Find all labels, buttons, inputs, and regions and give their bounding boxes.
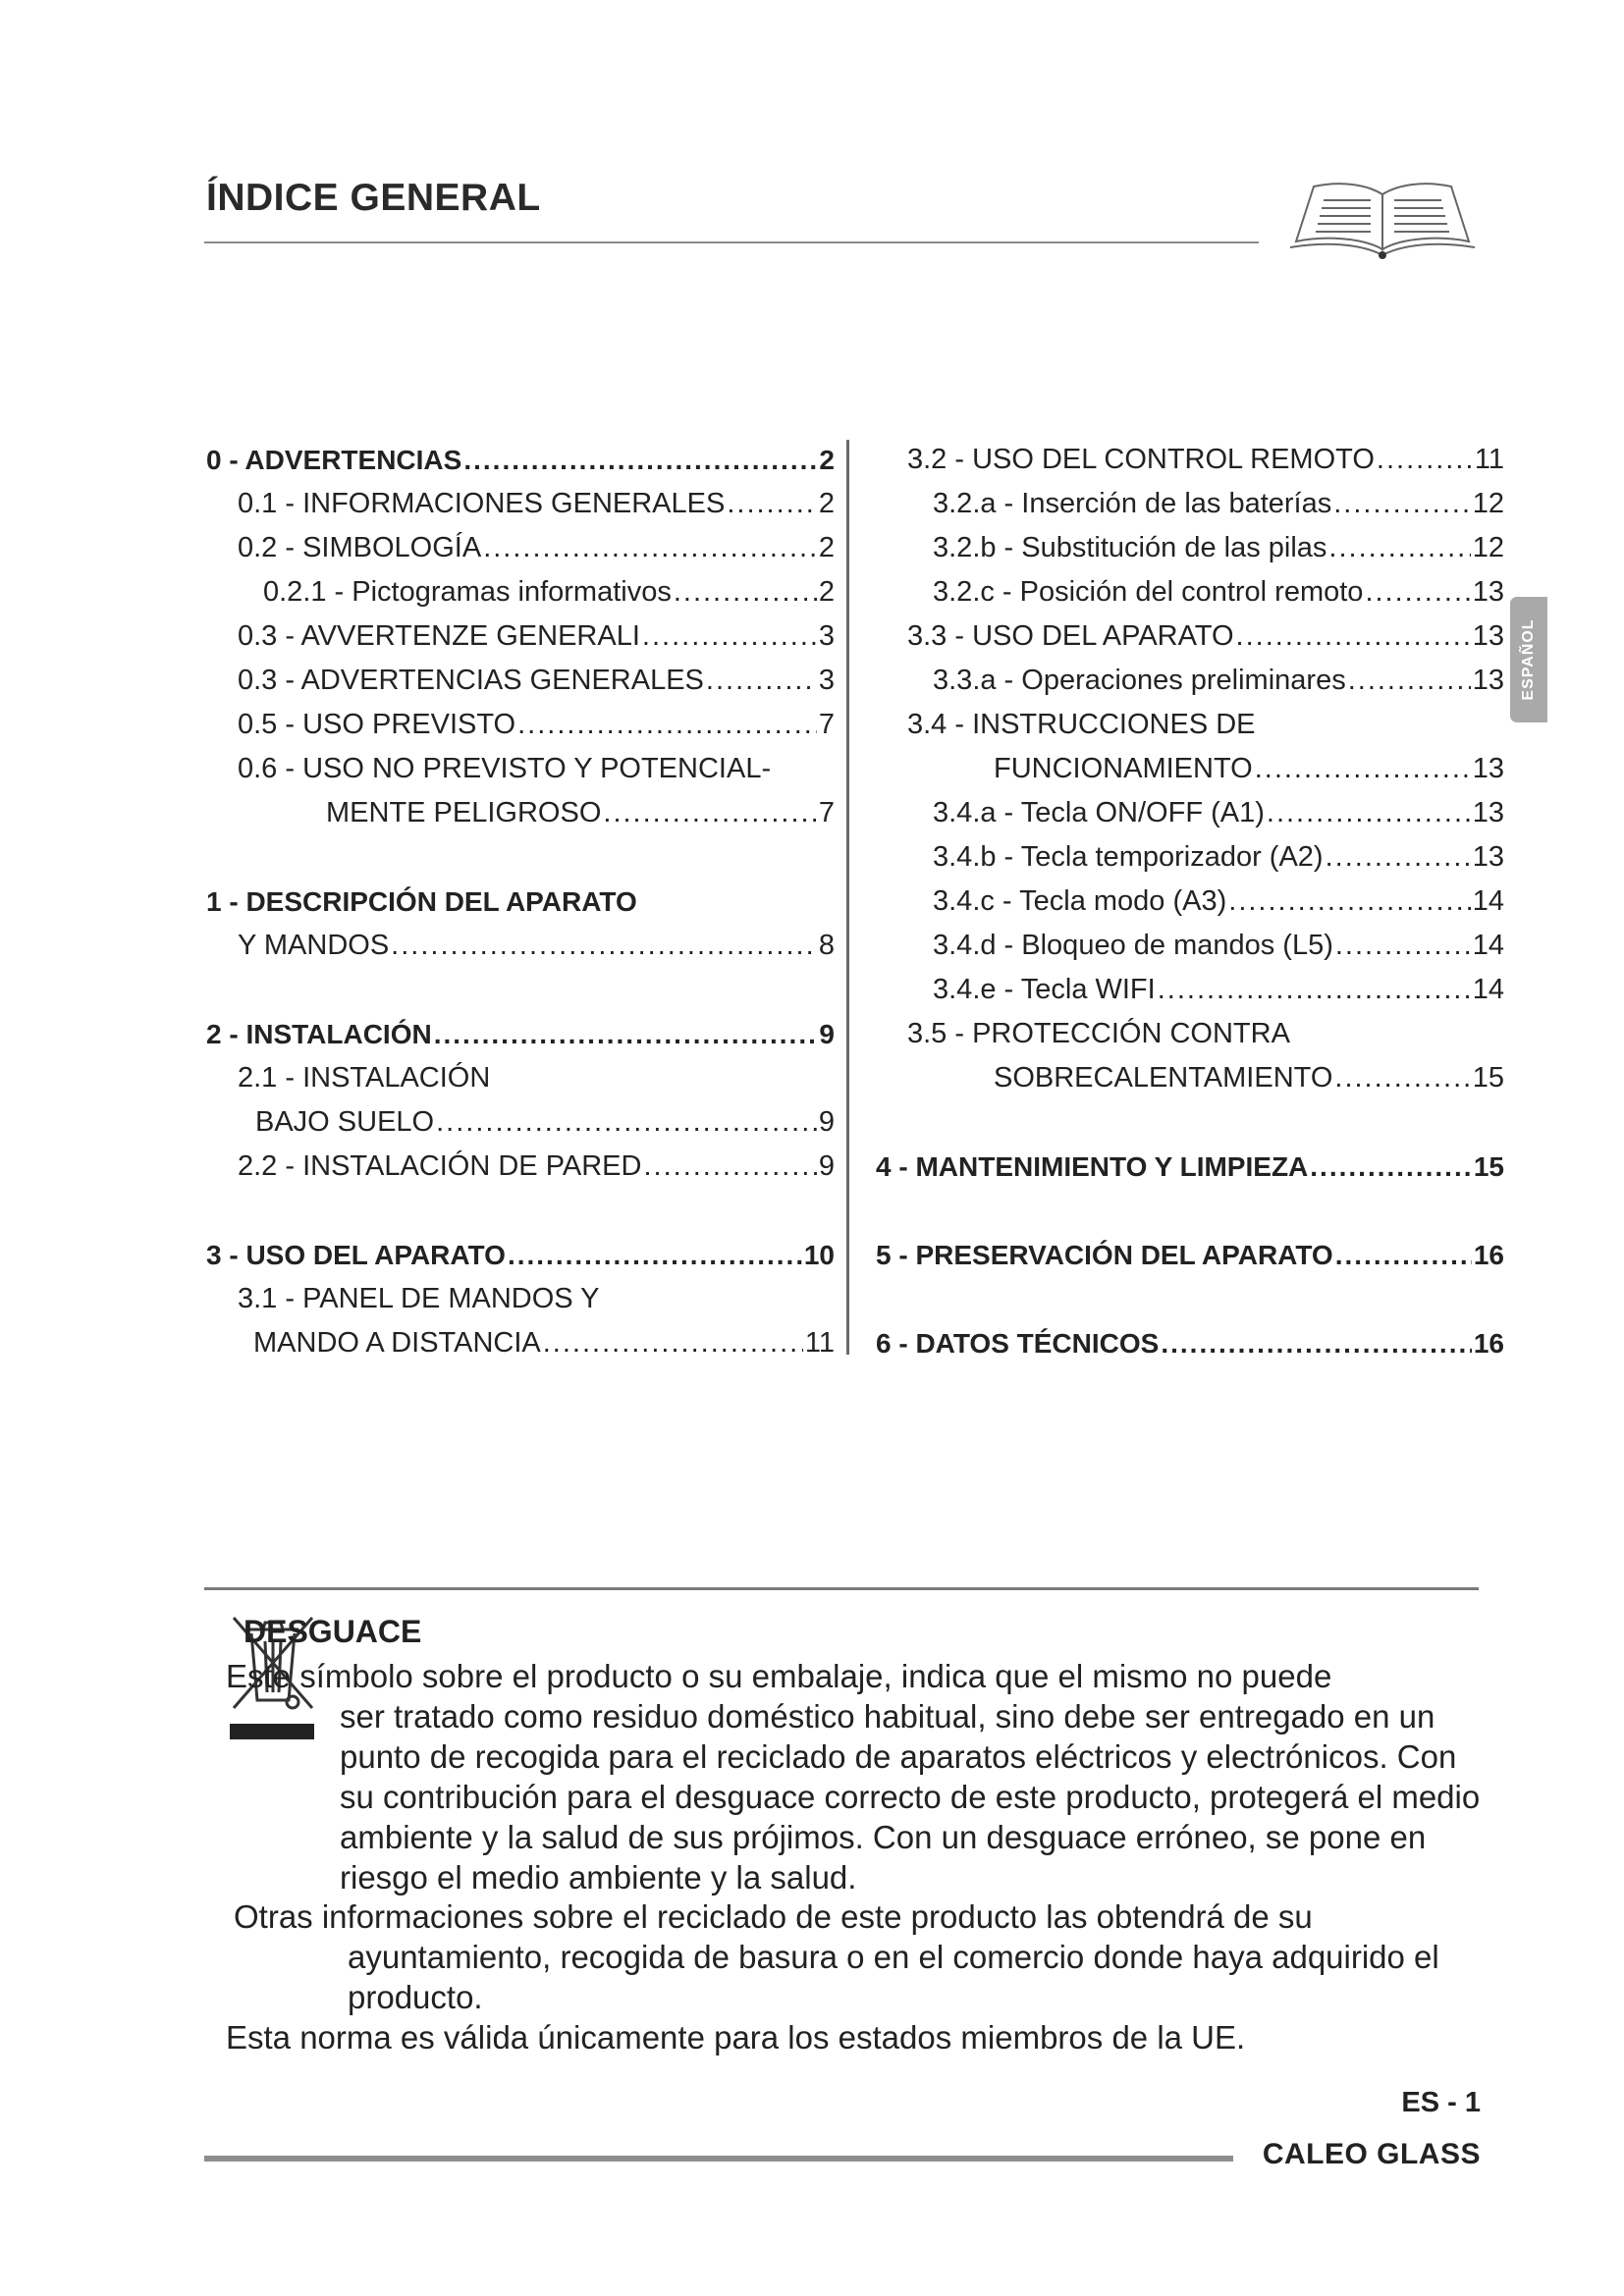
toc-entry[interactable]	[876, 924, 1504, 968]
toc-leader-dots	[642, 614, 817, 659]
toc-leader-dots	[643, 1145, 816, 1189]
toc-entry-label: 0.1 - INFORMACIONES GENERALES	[238, 488, 726, 519]
toc-leader-dots	[1365, 570, 1470, 614]
toc-entry[interactable]	[876, 747, 1504, 791]
column-divider	[846, 440, 849, 1355]
toc-entry-page: 13	[1472, 576, 1504, 608]
toc-entry[interactable]	[206, 1321, 835, 1365]
toc-leader-dots	[706, 659, 817, 703]
toc-left-column	[206, 438, 835, 1365]
toc-leader-dots	[508, 1233, 802, 1277]
toc-entry-label: 3.4.d - Bloqueo de mandos (L5)	[933, 930, 1333, 961]
disposal-title: DESGUACE	[244, 1614, 422, 1649]
toc-entry-page: 3	[818, 620, 835, 652]
toc-entry[interactable]	[206, 1012, 835, 1056]
toc-entry-label: 2 - INSTALACIÓN	[206, 1019, 432, 1049]
toc-entry-page: 14	[1472, 885, 1504, 917]
open-book-icon	[1284, 173, 1481, 263]
toc-entry[interactable]	[876, 1145, 1504, 1189]
toc-entry-page: 12	[1472, 532, 1504, 563]
toc-entry[interactable]	[206, 1056, 835, 1100]
toc-entry[interactable]	[876, 1321, 1504, 1365]
toc-entry-page: 2	[818, 488, 835, 519]
toc-leader-dots	[1310, 1145, 1472, 1189]
toc-entry-label: 0.6 - USO NO PREVISTO Y POTENCIAL-	[238, 753, 772, 784]
toc-entry-page: 7	[818, 797, 835, 828]
language-tab[interactable]	[1510, 597, 1547, 722]
disposal-paragraph-2	[234, 1896, 1483, 2017]
toc-entry[interactable]	[876, 438, 1504, 482]
toc-entry-label: 3.4 - INSTRUCCIONES DE	[907, 709, 1256, 740]
toc-leader-dots	[1334, 1056, 1470, 1100]
toc-entry-page: 9	[818, 1150, 835, 1182]
toc-entry-label: 3.4.a - Tecla ON/OFF (A1)	[933, 797, 1265, 828]
toc-entry-label: 3.5 - PROTECCIÓN CONTRA	[907, 1018, 1290, 1049]
toc-entry[interactable]	[206, 1277, 835, 1321]
toc-entry[interactable]	[206, 703, 835, 747]
toc-entry[interactable]	[876, 482, 1504, 526]
toc-entry-page: 9	[818, 1106, 835, 1138]
toc-entry-label: 3 - USO DEL APARATO	[206, 1240, 506, 1270]
toc-entry-label: 0 - ADVERTENCIAS	[206, 445, 462, 475]
toc-entry-page: 12	[1472, 488, 1504, 519]
toc-leader-dots	[1328, 526, 1470, 570]
toc-leader-dots	[1326, 835, 1471, 880]
toc-entry-page: 16	[1473, 1328, 1504, 1359]
toc-entry[interactable]	[876, 1233, 1504, 1277]
toc-entry-page: 8	[818, 930, 835, 961]
toc-leader-dots	[436, 1100, 817, 1145]
toc-leader-dots	[1267, 791, 1471, 835]
toc-entry-page: 13	[1472, 753, 1504, 784]
page-title: ÍNDICE GENERAL	[206, 177, 541, 219]
toc-entry-page: 2	[818, 532, 835, 563]
toc-entry-label: MENTE PELIGROSO	[326, 797, 602, 828]
toc-entry-page: 13	[1472, 797, 1504, 828]
toc-entry[interactable]	[876, 835, 1504, 880]
toc-leader-dots	[1228, 880, 1470, 924]
toc-leader-dots	[1158, 968, 1471, 1012]
toc-entry-page: 13	[1472, 841, 1504, 873]
toc-entry[interactable]	[876, 1056, 1504, 1100]
language-tab-label: ESPAÑOL	[1520, 618, 1537, 701]
toc-entry-page: 11	[1474, 444, 1504, 475]
disposal-paragraph-1-first-line: Este símbolo sobre el producto o su embalaje, indica que el mismo no puede	[226, 1658, 1332, 1694]
toc-entry-page: 13	[1472, 620, 1504, 652]
toc-entry[interactable]	[206, 924, 835, 968]
toc-leader-dots	[674, 570, 817, 614]
toc-entry-label: 3.2.c - Posición del control remoto	[933, 576, 1364, 608]
toc-entry-label: FUNCIONAMIENTO	[994, 753, 1253, 784]
toc-entry-page: 2	[819, 445, 835, 475]
toc-entry[interactable]	[876, 1012, 1504, 1056]
toc-leader-dots	[1255, 747, 1471, 791]
toc-entry-page: 15	[1473, 1151, 1504, 1182]
toc-entry-label: 3.4.b - Tecla temporizador (A2)	[933, 841, 1324, 873]
page-number: ES - 1	[1401, 2087, 1481, 2118]
brand-name: CALEO GLASS	[1262, 2138, 1481, 2170]
toc-leader-dots	[434, 1012, 818, 1056]
toc-entry-label: 2.2 - INSTALACIÓN DE PARED	[238, 1150, 642, 1182]
disposal-paragraph-1	[226, 1656, 1483, 1897]
toc-entry-label: 3.2.a - Inserción de las baterías	[933, 488, 1332, 519]
toc-entry-label: 3.4.c - Tecla modo (A3)	[933, 885, 1227, 917]
title-divider	[204, 241, 1259, 243]
toc-entry[interactable]	[876, 791, 1504, 835]
toc-leader-dots	[727, 482, 817, 526]
toc-spacer	[206, 1189, 835, 1233]
toc-entry-label: 0.5 - USO PREVISTO	[238, 709, 516, 740]
toc-entry[interactable]	[206, 791, 835, 835]
toc-right-column	[876, 438, 1504, 1365]
toc-leader-dots	[1335, 1233, 1472, 1277]
toc-entry-label: 3.3 - USO DEL APARATO	[907, 620, 1234, 652]
toc-leader-dots	[1236, 614, 1471, 659]
section-divider	[204, 1587, 1479, 1590]
toc-entry-label: 3.4.e - Tecla WIFI	[933, 974, 1156, 1005]
toc-leader-dots	[517, 703, 817, 747]
toc-leader-dots	[1377, 438, 1473, 482]
toc-entry[interactable]	[206, 659, 835, 703]
toc-entry[interactable]	[876, 703, 1504, 747]
toc-entry-label: 3.2 - USO DEL CONTROL REMOTO	[907, 444, 1375, 475]
toc-entry[interactable]	[206, 880, 835, 924]
toc-leader-dots	[1348, 659, 1471, 703]
toc-entry[interactable]	[876, 968, 1504, 1012]
toc-entry-label: SOBRECALENTAMIENTO	[994, 1062, 1333, 1094]
toc-entry-label: 0.3 - ADVERTENCIAS GENERALES	[238, 665, 704, 696]
toc-spacer	[206, 835, 835, 880]
toc-entry-label: 3.3.a - Operaciones preliminares	[933, 665, 1346, 696]
toc-leader-dots	[391, 924, 817, 968]
toc-entry[interactable]	[206, 438, 835, 482]
toc-entry-label: 0.3 - AVVERTENZE GENERALI	[238, 620, 640, 652]
toc-entry-page: 3	[818, 665, 835, 696]
toc-entry[interactable]	[206, 526, 835, 570]
disposal-paragraph-1-body: ser tratado como residuo doméstico habitual, sino debe ser entregado en un punto de recogida para el reciclado de aparatos eléctricos y electrónicos. Con su contribución para el desguace correcto de este producto, protegerá el medio ambiente y la salud de sus prójimos. Con un desguace erróneo, se pone en riesgo el medio ambiente y la salud.	[340, 1698, 1481, 1896]
toc-entry-page: 13	[1472, 665, 1504, 696]
disposal-paragraph-2-body: ayuntamiento, recogida de basura o en el comercio donde haya adquirido el producto.	[348, 1939, 1439, 2015]
toc-entry-label: 4 - MANTENIMIENTO Y LIMPIEZA	[876, 1151, 1309, 1182]
toc-entry-label: 3.2.b - Substitución de las pilas	[933, 532, 1327, 563]
toc-entry[interactable]	[876, 526, 1504, 570]
disposal-paragraph-2-first-line: Otras informaciones sobre el reciclado de este producto las obtendrá de su	[234, 1898, 1313, 1935]
toc-leader-dots	[543, 1321, 803, 1365]
toc-entry-label: 1 - DESCRIPCIÓN DEL APARATO	[206, 886, 637, 917]
toc-entry-page: 16	[1473, 1240, 1504, 1270]
toc-entry-label: MANDO A DISTANCIA	[253, 1327, 541, 1359]
toc-entry-page: 14	[1472, 930, 1504, 961]
toc-spacer	[206, 968, 835, 1012]
toc-leader-dots	[603, 791, 816, 835]
toc-spacer	[876, 1189, 1504, 1233]
toc-entry-label: 2.1 - INSTALACIÓN	[238, 1062, 491, 1094]
toc-entry[interactable]	[876, 659, 1504, 703]
toc-spacer	[876, 1100, 1504, 1145]
toc-entry-page: 14	[1472, 974, 1504, 1005]
toc-leader-dots	[483, 526, 817, 570]
toc-entry[interactable]	[206, 747, 835, 791]
toc-entry[interactable]	[206, 482, 835, 526]
toc-leader-dots	[1161, 1321, 1472, 1365]
toc-leader-dots	[463, 438, 817, 482]
toc-entry[interactable]	[206, 614, 835, 659]
toc-entry[interactable]	[206, 1145, 835, 1189]
toc-entry-page: 15	[1472, 1062, 1504, 1094]
toc-entry-page: 2	[818, 576, 835, 608]
toc-entry-label: 0.2 - SIMBOLOGÍA	[238, 532, 482, 563]
toc-entry-label: 3.1 - PANEL DE MANDOS Y	[238, 1283, 600, 1314]
toc-entry-page: 10	[803, 1240, 835, 1270]
toc-spacer	[876, 1277, 1504, 1321]
toc-leader-dots	[1335, 924, 1471, 968]
toc-entry-label: 6 - DATOS TÉCNICOS	[876, 1328, 1160, 1359]
toc-entry[interactable]	[206, 1233, 835, 1277]
toc-entry-page: 9	[819, 1019, 835, 1049]
toc-entry-label: BAJO SUELO	[255, 1106, 435, 1138]
disposal-paragraph-3: Esta norma es válida únicamente para los estados miembros de la UE.	[226, 2019, 1246, 2056]
toc-entry[interactable]	[206, 1100, 835, 1145]
toc-entry-label: Y MANDOS	[238, 930, 390, 961]
toc-entry-page: 7	[818, 709, 835, 740]
toc-leader-dots	[1333, 482, 1471, 526]
toc-entry[interactable]	[206, 570, 835, 614]
toc-entry-page: 11	[804, 1327, 835, 1359]
footer-divider	[204, 2156, 1233, 2162]
toc-entry[interactable]	[876, 614, 1504, 659]
toc-entry-label: 0.2.1 - Pictogramas informativos	[263, 576, 672, 608]
toc-entry[interactable]	[876, 880, 1504, 924]
toc-entry-label: 5 - PRESERVACIÓN DEL APARATO	[876, 1240, 1333, 1270]
toc-entry[interactable]	[876, 570, 1504, 614]
